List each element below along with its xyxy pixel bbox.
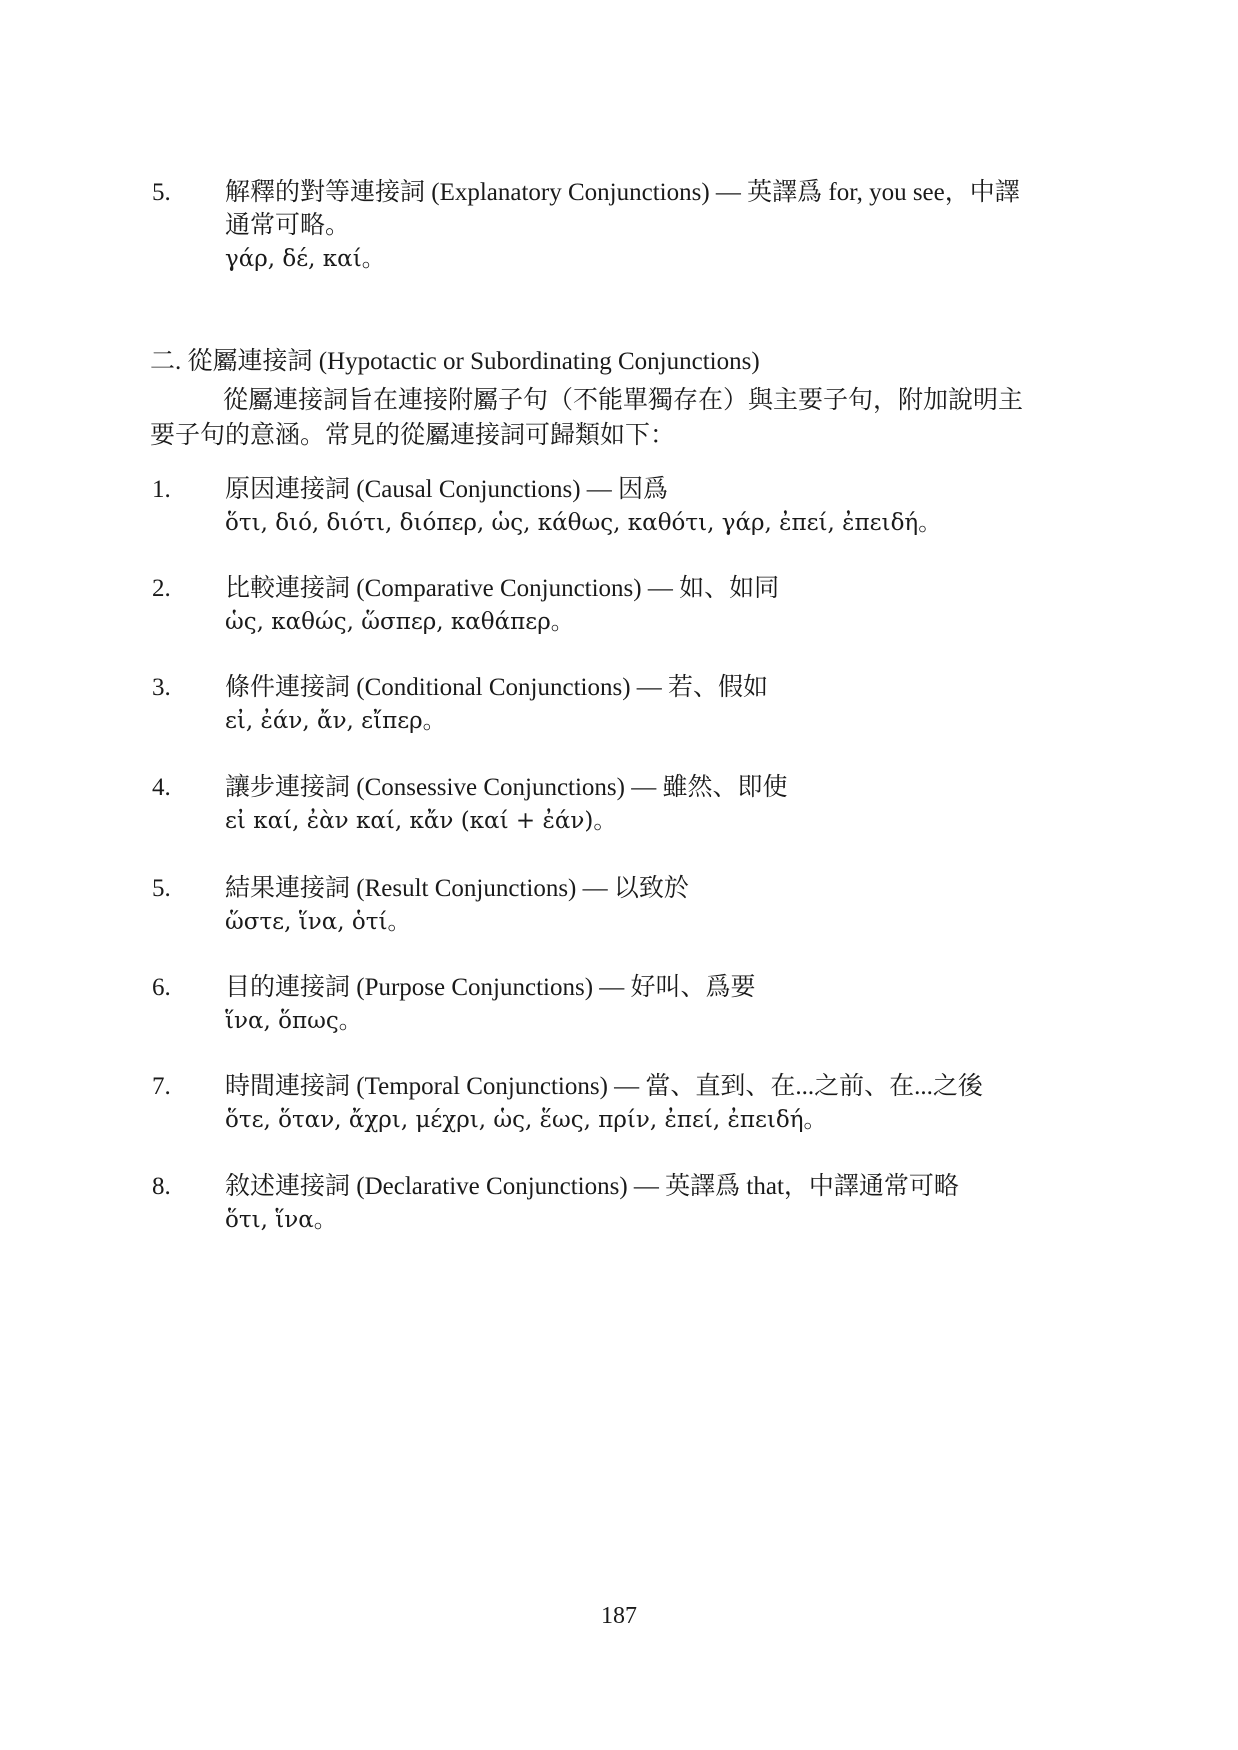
item-body	[225, 771, 1092, 838]
section-heading: 二. 從屬連接詞 (Hypotactic or Subordinating Conjunctions)	[150, 348, 760, 375]
list-item	[152, 473, 1092, 540]
item-body	[225, 572, 1092, 639]
greek-examples: γάρ, δέ, καί。	[225, 246, 385, 272]
item-body	[225, 473, 1092, 540]
item-body	[225, 872, 1092, 939]
list-item	[152, 1170, 1092, 1237]
item-title: 結果連接詞 (Result Conjunctions) — 以致於	[225, 875, 689, 902]
paragraph-line: 要子句的意涵。常見的從屬連接詞可歸類如下：	[150, 422, 676, 449]
greek-examples: ὅτε, ὅταν, ἄχρι, μέχρι, ὡς, ἕως, πρίν, ἐπεί, ἐπειδή。	[225, 1107, 827, 1133]
greek-examples: εἰ καί, ἐὰν καί, κἄν (καί + ἐάν)。	[225, 808, 617, 834]
item-number: 4.	[152, 774, 171, 801]
greek-examples: εἰ, ἐάν, ἄν, εἴπερ。	[225, 708, 446, 734]
item-number: 7.	[152, 1073, 171, 1100]
item-title: 目的連接詞 (Purpose Conjunctions) — 好叫、爲要	[225, 974, 756, 1001]
item-title: 解釋的對等連接詞 (Explanatory Conjunctions) — 英譯爲 for, you see，中譯	[225, 179, 1020, 206]
list-item	[152, 671, 1092, 738]
item-title: 比較連接詞 (Comparative Conjunctions) — 如、如同	[225, 575, 780, 602]
item-number: 2.	[152, 575, 171, 602]
item-body	[225, 1170, 1092, 1237]
item-body	[225, 176, 1092, 276]
list-item	[152, 872, 1092, 939]
section-intro-paragraph	[150, 383, 1090, 453]
greek-examples: ὅτι, διό, διότι, διόπερ, ὡς, κάθως, καθότι, γάρ, ἐπεί, ἐπειδή。	[225, 510, 942, 536]
item-body	[225, 971, 1092, 1038]
explanatory-conjunctions-item	[152, 176, 1092, 276]
list-item	[152, 1070, 1092, 1137]
item-number: 8.	[152, 1173, 171, 1200]
greek-examples: ἵνα, ὅπως。	[225, 1008, 362, 1034]
item-title: 敘述連接詞 (Declarative Conjunctions) — 英譯爲 that，中譯通常可略	[225, 1173, 959, 1200]
item-body	[225, 1070, 1092, 1137]
item-number: 6.	[152, 974, 171, 1001]
item-title: 原因連接詞 (Causal Conjunctions) — 因爲	[225, 476, 669, 503]
item-title: 讓步連接詞 (Consessive Conjunctions) — 雖然、即使	[225, 774, 788, 801]
greek-examples: ὡς, καθώς, ὥσπερ, καθάπερ。	[225, 609, 574, 635]
item-number: 3.	[152, 674, 171, 701]
page-number: 187	[601, 1603, 637, 1629]
list-item	[152, 572, 1092, 639]
item-body	[225, 671, 1092, 738]
list-item	[152, 771, 1092, 838]
item-title: 時間連接詞 (Temporal Conjunctions) — 當、直到、在...之前、在...之後	[225, 1073, 983, 1100]
item-title: 條件連接詞 (Conditional Conjunctions) — 若、假如	[225, 674, 769, 701]
greek-examples: ὅτι, ἵνα。	[225, 1207, 337, 1233]
paragraph-line: 從屬連接詞旨在連接附屬子句（不能單獨存在）與主要子句，附加說明主	[223, 387, 1024, 414]
item-number: 1.	[152, 476, 171, 503]
item-number: 5.	[152, 179, 171, 206]
item-number: 5.	[152, 875, 171, 902]
list-item	[152, 971, 1092, 1038]
item-title-continued: 通常可略。	[225, 212, 351, 239]
greek-examples: ὥστε, ἵνα, ὁτί。	[225, 909, 411, 935]
